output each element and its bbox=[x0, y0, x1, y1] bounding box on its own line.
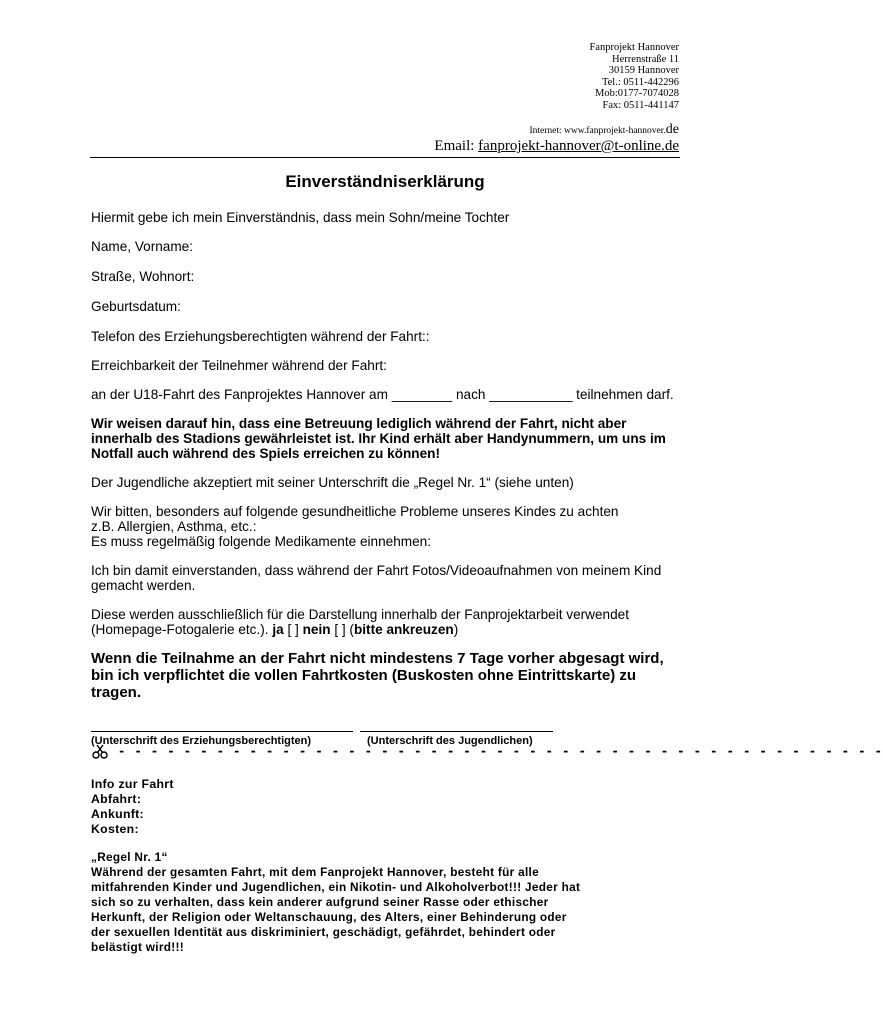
phone-field-label: Telefon des Erziehungsberechtigten während der Fahrt:: bbox=[91, 329, 430, 344]
info-heading: Info zur Fahrt bbox=[91, 777, 174, 791]
rule-heading: „Regel Nr. 1“ bbox=[91, 850, 168, 864]
costs-label: Kosten: bbox=[91, 822, 139, 836]
arrival-label: Ankunft: bbox=[91, 807, 144, 821]
health-line-2: z.B. Allergien, Asthma, etc.: bbox=[91, 519, 257, 534]
website-line bbox=[529, 122, 679, 138]
yes-checkbox[interactable]: [ ] bbox=[287, 622, 299, 637]
email-label: Email: bbox=[434, 138, 475, 154]
departure-label: Abfahrt: bbox=[91, 792, 142, 806]
cancellation-notice: Wenn die Teilnahme an der Fahrt nicht mindestens 7 Tage vorher abgesagt wird, bin ich verpflichtet die vollen Fahrtkosten (Buskosten ohne Eintrittskarte) zu tragen. bbox=[91, 650, 664, 701]
reachability-field-label: Erreichbarkeit der Teilnehmer während der Fahrt: bbox=[91, 358, 387, 373]
no-checkbox[interactable]: [ ] ( bbox=[334, 622, 354, 637]
fax-number: Fax: 0511-441147 bbox=[602, 99, 679, 111]
city: 30159 Hannover bbox=[608, 65, 679, 77]
photo-usage-text bbox=[91, 607, 681, 637]
address-field-label: Straße, Wohnort: bbox=[91, 269, 195, 284]
parent-signature-line bbox=[91, 731, 353, 732]
email-line bbox=[434, 138, 679, 155]
health-line-3: Es muss regelmäßig folgende Medikamente einnehmen: bbox=[91, 534, 432, 549]
street: Herrenstraße 11 bbox=[612, 53, 679, 65]
cut-line: - - - - - - - - - - - - - - - - - - - - - - - - - - - - - - - - - - - - - - - - - - - - - - - bbox=[118, 744, 883, 758]
youth-signature-line bbox=[360, 731, 553, 732]
supervision-notice: Wir weisen darauf hin, dass eine Betreuung lediglich während der Fahrt, nicht aber innerhalb des Stadions gewährleistet ist. Ihr Kind erhält aber Handynummern, um uns im Notfall auch während des Spiels erreichen zu können! bbox=[91, 416, 666, 461]
page-title: Einverständniserklärung bbox=[285, 172, 485, 191]
no-option-label: nein bbox=[302, 622, 331, 637]
youth-signature-label: (Unterschrift des Jugendlichen) bbox=[367, 735, 533, 747]
sender-address bbox=[589, 42, 679, 112]
health-line-1: Wir bitten, besonders auf folgende gesundheitliche Probleme unseres Kindes zu achten bbox=[91, 504, 619, 519]
website-tld: de bbox=[665, 122, 679, 137]
email-link[interactable]: fanprojekt-hannover@t-online.de bbox=[478, 138, 679, 154]
instruction-close: ) bbox=[453, 622, 459, 637]
header-rule bbox=[90, 157, 680, 158]
trip-text: an der U18-Fahrt des Fanprojektes Hannover am ________ nach ___________ teilnehmen darf. bbox=[91, 387, 674, 402]
mobile-number: Mob:0177-7074028 bbox=[595, 88, 679, 100]
intro-text: Hiermit gebe ich mein Einverständnis, dass mein Sohn/meine Tochter bbox=[91, 210, 510, 225]
parent-signature-label: (Unterschrift des Erziehungsberechtigten) bbox=[91, 735, 312, 747]
photo-consent-text: Ich bin damit einverstanden, dass während der Fahrt Fotos/Videoaufnahmen von meinem Kind gemacht werden. bbox=[91, 563, 662, 593]
rule-section bbox=[91, 850, 691, 955]
trip-info bbox=[91, 777, 651, 837]
tick-instruction: bitte ankreuzen bbox=[353, 622, 454, 637]
name-field-label: Name, Vorname: bbox=[91, 239, 193, 254]
phone-number: Tel.: 0511-442296 bbox=[601, 76, 679, 88]
rule-acceptance-text: Der Jugendliche akzeptiert mit seiner Unterschrift die „Regel Nr. 1“ (siehe unten) bbox=[91, 475, 574, 490]
usage-text: Diese werden ausschließlich für die Darstellung innerhalb der Fanprojektarbeit verwendet (Homepage-Fotogalerie etc.). bbox=[91, 607, 629, 637]
rule-text: Während der gesamten Fahrt, mit dem Fanprojekt Hannover, besteht für alle mitfahrenden Kinder und Jugendlichen, ein Nikotin- und Alkoholverbot!!! Jeder hat sich so zu verhalten, dass kein anderer aufgrund seiner Rasse oder ethischer Herkunft, der Religion oder Weltanschauung, des Alters, einer Behinderung oder der sexuellen Identität aus diskriminiert, geschädigt, gefährdet, behindert oder belästigt wird!!! bbox=[91, 865, 581, 954]
health-text bbox=[91, 504, 691, 549]
website-prefix: Internet: www.fanprojekt-hannover. bbox=[529, 126, 666, 136]
scissors-icon bbox=[90, 742, 110, 762]
yes-option-label: ja bbox=[272, 622, 284, 637]
org-name: Fanprojekt Hannover bbox=[589, 42, 679, 53]
birthdate-field-label: Geburtsdatum: bbox=[91, 299, 181, 314]
